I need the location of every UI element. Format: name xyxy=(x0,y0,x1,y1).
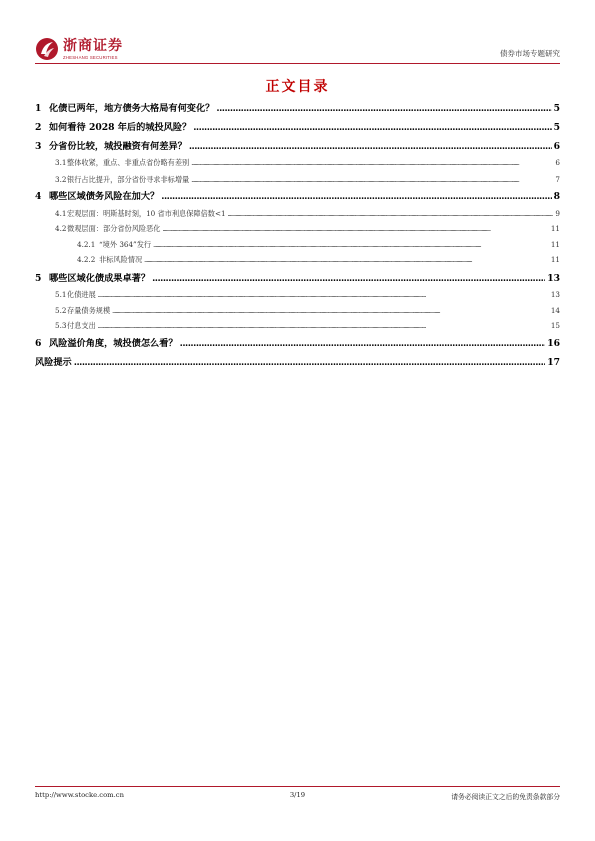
toc-entry-text: “境外 364”发行 xyxy=(99,240,152,249)
toc-entry[interactable] xyxy=(35,209,560,219)
logo-text-cn: 浙商证券 xyxy=(63,37,123,54)
report-category: 债券市场专题研究 xyxy=(500,49,560,58)
footer-divider xyxy=(35,786,560,787)
page-number: 3/19 xyxy=(289,791,306,799)
toc-entry[interactable] xyxy=(35,240,560,250)
toc-entry-number: 3 xyxy=(35,141,42,152)
toc-entry-page: 6 xyxy=(555,158,560,167)
toc-leader-dots xyxy=(161,191,551,202)
toc-entry-number: 4.2 xyxy=(55,224,67,233)
toc-entry-page: 5 xyxy=(553,103,560,114)
toc-leader-dots xyxy=(189,141,552,152)
toc-entry-page: 11 xyxy=(550,240,560,249)
page-footer xyxy=(35,791,560,803)
toc-entry-number: 3.2 xyxy=(55,175,67,184)
toc-entry-text: 哪些区域化债成果卓著？ xyxy=(49,273,151,284)
logo-mark-icon xyxy=(35,36,59,62)
toc-entry[interactable] xyxy=(35,175,560,185)
header-divider xyxy=(35,63,560,64)
toc-entry-number: 6 xyxy=(35,338,42,349)
toc-entry-text: 银行占比提升，部分省份寻求非标增量 xyxy=(67,175,190,184)
toc-entry[interactable] xyxy=(35,335,560,349)
toc-entry-number: 5.1 xyxy=(55,290,67,299)
toc-entry-number: 4 xyxy=(35,191,42,202)
disclaimer-note: 请务必阅读正文之后的免责条款部分 xyxy=(451,793,560,801)
toc-entry-page: 5 xyxy=(553,122,560,133)
toc-leader-dots xyxy=(162,226,548,233)
toc-entry-text: 付息支出 xyxy=(67,321,96,330)
toc-entry[interactable] xyxy=(35,138,560,152)
toc-entry[interactable] xyxy=(35,306,560,316)
toc-entry-number: 5.3 xyxy=(55,321,67,330)
logo-text-en: ZHESHANG SECURITIES xyxy=(63,54,118,60)
toc-entry[interactable] xyxy=(35,290,560,300)
toc-entry-page: 15 xyxy=(550,321,560,330)
toc-entry[interactable] xyxy=(35,270,560,284)
toc-entry-number: 1 xyxy=(35,103,42,114)
toc-leader-dots xyxy=(98,292,549,299)
toc-entry-text: 整体收紧，重点、非重点省份略有差别 xyxy=(67,158,190,167)
toc-leader-dots xyxy=(98,323,549,330)
toc-entry-page: 9 xyxy=(555,209,560,218)
toc-entry-text: 存量债务规模 xyxy=(67,306,111,315)
toc-entry-number: 5 xyxy=(35,273,42,284)
toc-entry[interactable] xyxy=(35,188,560,202)
toc-entry-page: 7 xyxy=(555,175,560,184)
toc-entry-page: 16 xyxy=(547,338,560,349)
company-logo xyxy=(35,34,123,64)
toc-entry-text: 化债已两年，地方债务大格局有何变化？ xyxy=(49,103,215,114)
toc-leader-dots xyxy=(74,357,545,368)
toc-entry[interactable] xyxy=(35,119,560,133)
toc-entry-text: 宏观层面：明斯基时刻，10 省市利息保障倍数<1 xyxy=(67,209,226,218)
toc-entry[interactable] xyxy=(35,321,560,331)
toc-leader-dots xyxy=(191,160,553,167)
toc-leader-dots xyxy=(193,122,551,133)
toc-entry-number: 5.2 xyxy=(55,306,67,315)
toc-entry-page: 8 xyxy=(553,191,560,202)
toc-entry[interactable] xyxy=(35,354,560,368)
toc-leader-dots xyxy=(144,257,549,264)
toc-entry-text: 非标风险情况 xyxy=(99,255,143,264)
toc-entry-number: 4.1 xyxy=(55,209,67,218)
toc-leader-dots xyxy=(112,308,549,315)
toc-leader-dots xyxy=(153,242,549,249)
toc-entry-text: 哪些区域债务风险在加大？ xyxy=(49,191,160,202)
toc-entry-number: 2 xyxy=(35,122,42,133)
toc-entry-text: 风险提示 xyxy=(35,357,72,368)
toc-entry-page: 17 xyxy=(547,357,560,368)
toc-leader-dots xyxy=(191,177,553,184)
toc-entry[interactable] xyxy=(35,255,560,265)
toc-leader-dots xyxy=(216,103,551,114)
toc-entry-text: 化债进展 xyxy=(67,290,96,299)
website-link[interactable]: http://www.stocke.com.cn xyxy=(35,791,124,799)
toc-entry-text: 如何看待 2028 年后的城投风险？ xyxy=(49,122,192,133)
toc-entry-page: 6 xyxy=(553,141,560,152)
toc-leader-dots xyxy=(228,211,554,218)
toc-leader-dots xyxy=(152,273,545,284)
toc-leader-dots xyxy=(180,338,546,349)
toc-entry-text: 风险溢价角度，城投债怎么看？ xyxy=(49,338,178,349)
toc-entry-page: 13 xyxy=(550,290,560,299)
toc-entry-text: 微观层面：部分省份风险恶化 xyxy=(67,224,161,233)
toc-entry-page: 14 xyxy=(550,306,560,315)
toc-entry-text: 分省份比较，城投融资有何差异？ xyxy=(49,141,187,152)
toc-entry[interactable] xyxy=(35,100,560,114)
toc-entry-number: 4.2.2 xyxy=(77,255,96,264)
toc-entry-number: 4.2.1 xyxy=(77,240,96,249)
toc-entry-page: 11 xyxy=(550,224,560,233)
toc-entry[interactable] xyxy=(35,158,560,168)
toc-entry-number: 3.1 xyxy=(55,158,67,167)
page-header xyxy=(35,34,560,64)
toc-title: 正文目录 xyxy=(265,79,330,95)
toc-entry-page: 13 xyxy=(547,273,560,284)
toc-entry-page: 11 xyxy=(550,255,560,264)
toc-entry[interactable] xyxy=(35,224,560,234)
